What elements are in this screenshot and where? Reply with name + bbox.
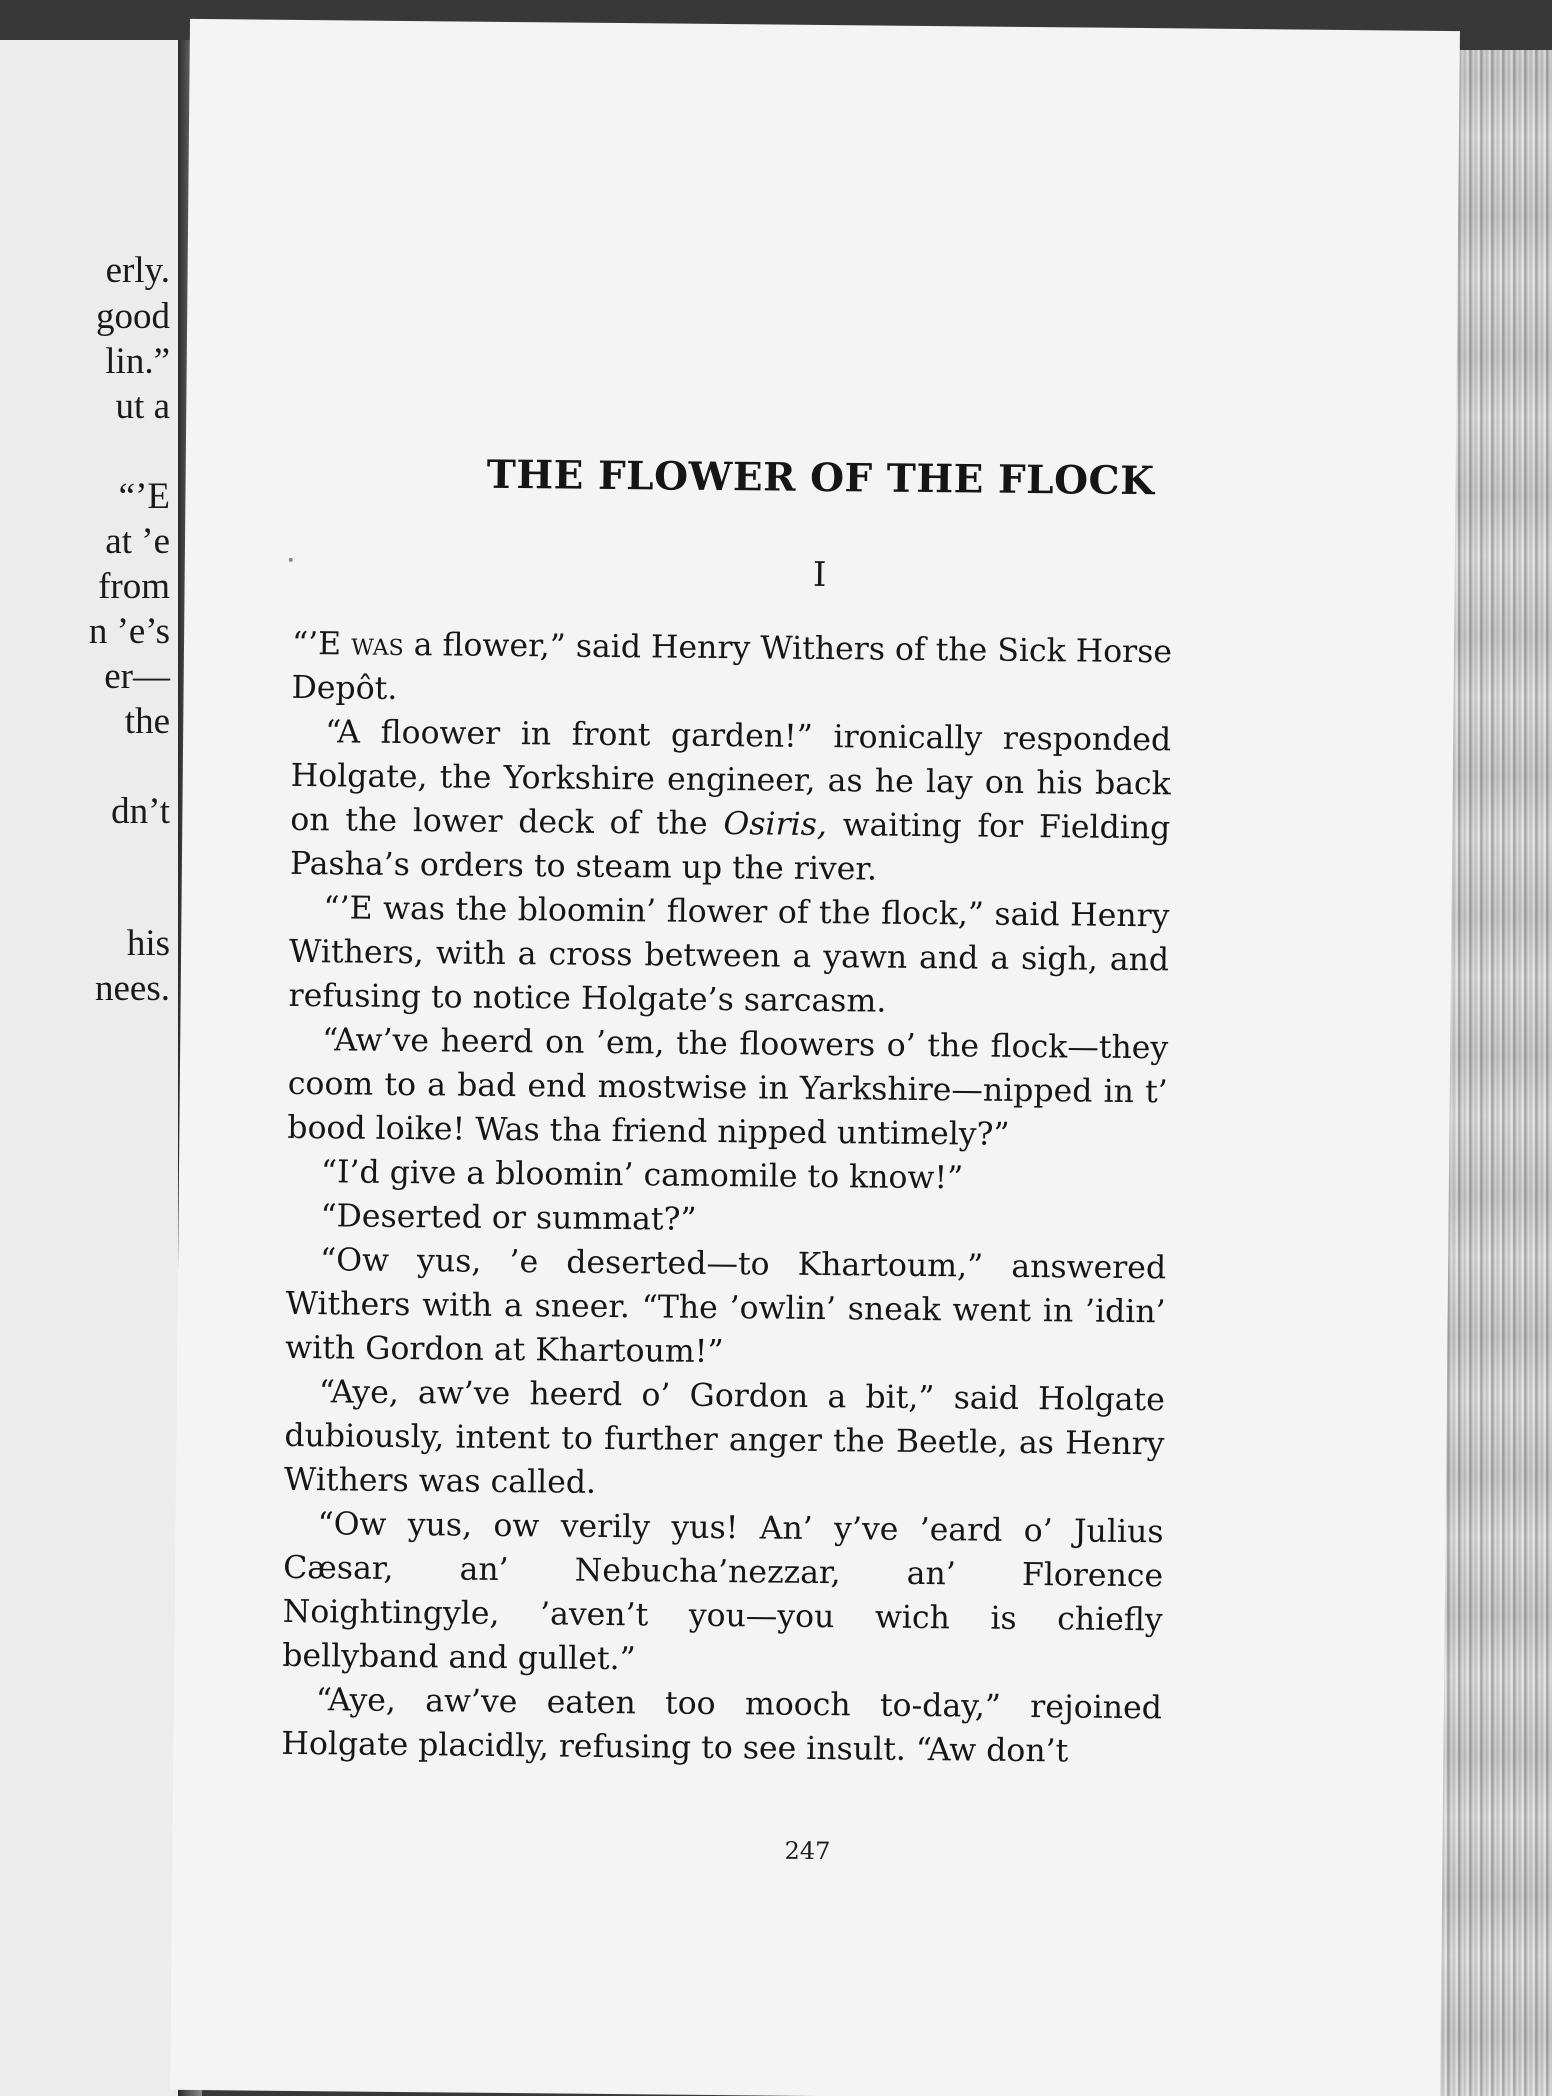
paragraph — [291, 622, 1172, 718]
paragraph: “Ow yus, ’e deserted—to Khartoum,” answered Withers with a sneer. “The ’owlin’ sneak went in ’idin’ with Gordon at Khartoum!” — [285, 1242, 1167, 1371]
left-page-line: ut a — [115, 386, 170, 427]
left-page — [0, 40, 178, 2096]
left-page-line: erly. — [105, 250, 170, 291]
paragraph-text: waiting for Fielding Pasha’s orders to steam up the river. — [289, 807, 1171, 888]
page-number: 247 — [784, 1836, 831, 1866]
left-page-line: good — [96, 296, 170, 337]
left-page-line: dn’t — [111, 791, 170, 832]
left-page-line: nees. — [95, 968, 170, 1009]
left-page-line: the — [124, 701, 170, 742]
paragraph: “Aw’ve heerd on ’em, the floowers o’ the flock—they coom to a bad end mostwise in Yarkshire—nipped in t’ bood loike! Was tha friend nipped untimely?” — [287, 1022, 1169, 1153]
paragraph: “Deserted or summat?” — [320, 1198, 697, 1238]
paragraph: “Aye, aw’ve heerd o’ Gordon a bit,” said Holgate dubiously, intent to further anger the Beetle, as Henry Withers was called. — [283, 1374, 1165, 1501]
body-text — [281, 622, 1172, 1774]
paragraph: “’E was the bloomin’ flower of the flock,” said Henry Withers, with a cross between a yawn and a sigh, and refusing to notice Holgate’s sarcasm. — [288, 890, 1170, 1020]
left-page-line: n ’e’s — [88, 611, 170, 652]
paragraph — [290, 710, 1172, 894]
left-page-line: er— — [104, 656, 170, 697]
left-page-line: lin.” — [105, 341, 170, 382]
left-page-line: “’E — [118, 476, 170, 517]
left-page-line: at ’e — [105, 521, 170, 562]
paragraph: “I’d give a bloomin’ camomile to know!” — [320, 1154, 964, 1197]
right-page — [170, 19, 1460, 2096]
paragraph-text: a flower,” said Henry Withers of the Sick Horse Depôt. — [291, 626, 1173, 707]
left-page-line: from — [98, 566, 170, 607]
ship-name: Osiris, — [723, 806, 828, 844]
chapter-title: THE FLOWER OF THE FLOCK — [486, 451, 1155, 505]
left-page-line: his — [126, 923, 170, 964]
paragraph-lead: “’E — [291, 625, 352, 663]
paragraph: “Ow yus, ow verily yus! An’ y’ve ’eard o’ Julius Cæsar, an’ Nebucha’nezzar, an’ Florence Noightingyle, ’aven’t you—you wich is chiefly bellyband and gullet.” — [282, 1506, 1164, 1678]
section-number: I — [812, 554, 827, 596]
paragraph: “Aye, aw’ve eaten too mooch to-day,” rejoined Holgate placidly, refusing to see insult. “Aw don’t — [281, 1682, 1163, 1770]
paragraph-text: “A floower in front garden!” ironically responded Holgate, the Yorkshire engineer, as he lay on his back on the lower deck of the — [290, 714, 1172, 843]
small-caps-word: was — [350, 626, 404, 663]
